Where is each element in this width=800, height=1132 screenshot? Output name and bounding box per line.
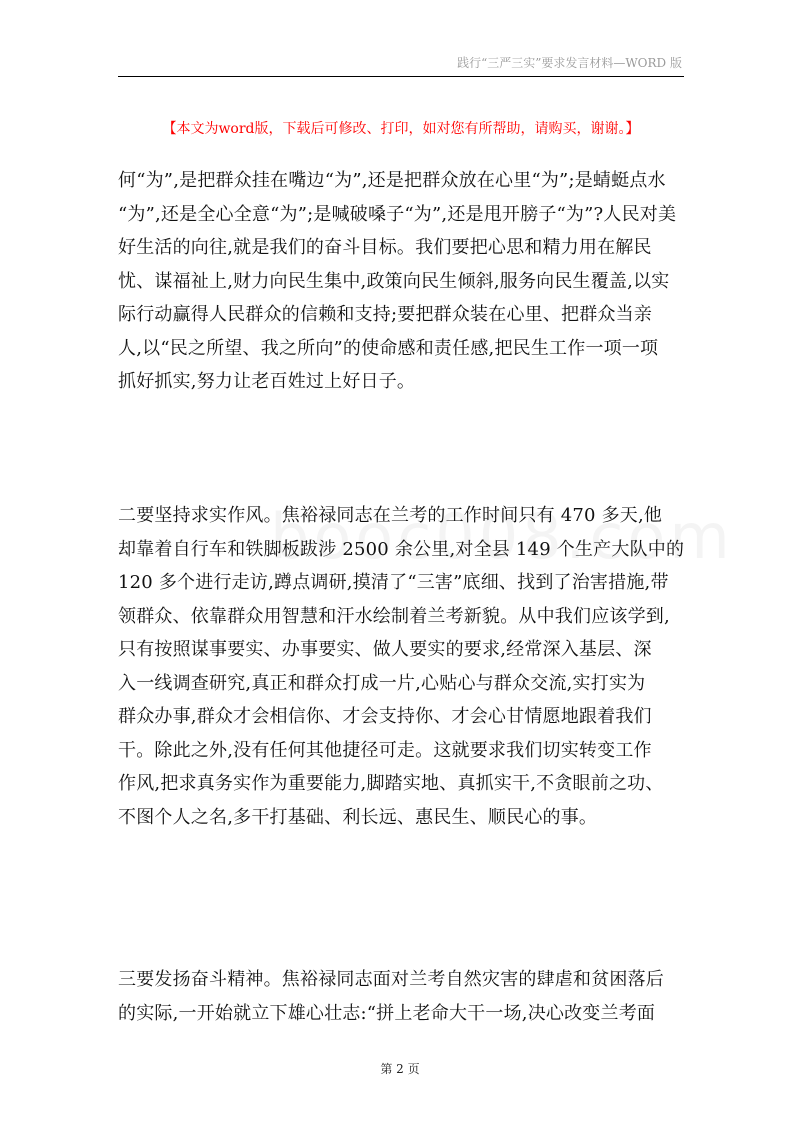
text-line: 人,以“民之所望、我之所向”的使命感和责任感,把民生工作一项一项 — [118, 337, 659, 359]
text-line: 群众办事,群众才会相信你、才会支持你、才会心甘情愿地跟着我们 — [118, 706, 652, 727]
header-title: 践行“三严三实”要求发言材料—WORD 版 — [457, 56, 682, 70]
text-line: 不图个人之名,多干打基础、利长远、惠民生、顺民心的事。 — [118, 806, 598, 828]
text-line: “为”,还是全心全意“为”;是喊破嗓子“为”,还是甩开膀子“为”?人民对美 — [118, 203, 677, 225]
text-line: 三要发扬奋斗精神。焦裕禄同志面对兰考自然灾害的肆虐和贫困落后 — [118, 969, 664, 990]
text-line: 却靠着自行车和铁脚板跋涉 2500 余公里,对全县 149 个生产大队中的 — [118, 538, 685, 560]
text-line: 120 多个进行走访,蹲点调研,摸清了“三害”底细、找到了治害措施,带 — [118, 572, 669, 593]
text-line: 忧、谋福祉上,财力向民生集中,政策向民生倾斜,服务向民生覆盖,以实 — [118, 270, 670, 292]
text-line: 入一线调查研究,真正和群众打成一片,心贴心与群众交流,实打实为 — [118, 672, 646, 694]
text-line: 际行动赢得人民群众的信赖和支持;要把群众装在心里、把群众当亲 — [118, 304, 653, 325]
text-line: 作风,把求真务实作为重要能力,脚踏实地、真抓实干,不贪眼前之功、 — [118, 773, 664, 794]
text-line: 何“为”,是把群众挂在嘴边“为”,还是把群众放在心里“为”;是蜻蜓点水 — [118, 170, 666, 191]
text-line: 好生活的向往,就是我们的奋斗目标。我们要把心思和精力用在解民 — [118, 237, 652, 258]
text-line: 抓好抓实,努力让老百姓过上好日子。 — [118, 371, 416, 392]
text-line: 领群众、依靠群众用智慧和汗水绘制着兰考新貌。从中我们应该学到, — [118, 605, 670, 627]
paragraph-1 — [118, 164, 684, 399]
text-line: 二要坚持求实作风。焦裕禄同志在兰考的工作时间只有 470 多天,他 — [118, 505, 663, 526]
text-line: 只有按照谋事要实、办事要实、做人要实的要求,经常深入基层、深 — [118, 639, 652, 660]
page-number: 第 2 页 — [380, 1062, 420, 1076]
page-header — [118, 50, 684, 77]
paragraph-2 — [118, 499, 684, 834]
text-line: 干。除此之外,没有任何其他捷径可走。这就要求我们切实转变工作 — [118, 739, 652, 761]
text-line: 的实际,一开始就立下雄心壮志:“拼上老命大干一场,决心改变兰考面 — [118, 1002, 656, 1024]
download-notice: 【本文为word版，下载后可修改、打印，如对您有所帮助，请购买，谢谢。】 — [162, 121, 640, 137]
paragraph-3 — [118, 963, 684, 1030]
